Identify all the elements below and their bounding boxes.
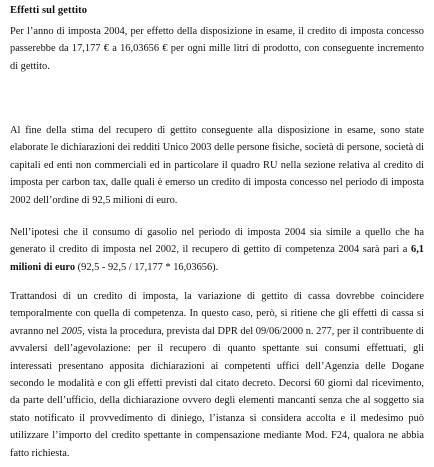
paragraph-revenue-recovery <box>10 224 424 276</box>
recovery-amount: 6,1 milioni di euro <box>10 244 424 273</box>
section-title: Effetti sul gettito <box>10 5 88 16</box>
paragraph-cash-effects-intro: Trattandosi di un credito di imposta, la variazione di gettito di cassa dovrebbe coincidere temporalmente con quella di competenza. In questo caso, però, si ritiene che gli effetti di cassa si avranno nel <box>10 291 424 337</box>
paragraph-revenue-recovery-text: Nell’ipotesi che il consumo di gasolio nel periodo di imposta 2004 sia simile a quello che ha generato il credito di imposta nel 2002, il recupero di gettito di competenza 2004 sarà pari a <box>10 227 424 256</box>
paragraph-credit-change: Per l’anno di imposta 2004, per effetto della disposizione in esame, il credito di imposta concesso passerebbe da 17,177 € a 16,03656 € per ogni mille litri di prodotto, con conseguente incremento di gettito. <box>10 26 424 72</box>
paragraph-cash-effects <box>10 288 424 462</box>
recovery-formula: (92,5 - 92,5 / 17,177 * 16,03656). <box>75 261 219 273</box>
cash-year: 2005 <box>61 325 83 337</box>
paragraph-cash-effects-body: , vista la procedura, prevista dal DPR del 09/06/2000 n. 277, per il contribuente di avvalersi dell’agevolazione: per il recupero di quanto spettante sui consumi effettuati, gli interessati presentano apposita dichiarazioni ai competenti uffici dell’Agenzia delle Dogane secondo le modalità e con gli effetti previsti dal citato decreto. Decorsi 60 giorni dal ricevimento, da parte dell’ufficio, della dichiarazione ovvero degli elementi mancanti senza che al soggetto sia stato notificato il provvedimento di diniego, l’istanza si considera accolta e il medesimo può utilizzare l’importo del credito spettante in compensazione mediante Mod. F24, qualora ne abbia fatto richiesta. <box>10 325 424 459</box>
paragraph-estimate-basis: Al fine della stima del recupero di gettito conseguente alla disposizione in esame, sono state elaborate le dichiarazioni dei redditi Unico 2003 delle persone fisiche, società di persone, società di capitali ed enti non commerciali ed in particolare il quadro RU nella sezione relativa al credito di imposta per carbon tax, dalle quali è emerso un credito di imposta concesso nel periodo di imposta 2002 dell’ordine di 92,5 milioni di euro. <box>10 125 424 206</box>
